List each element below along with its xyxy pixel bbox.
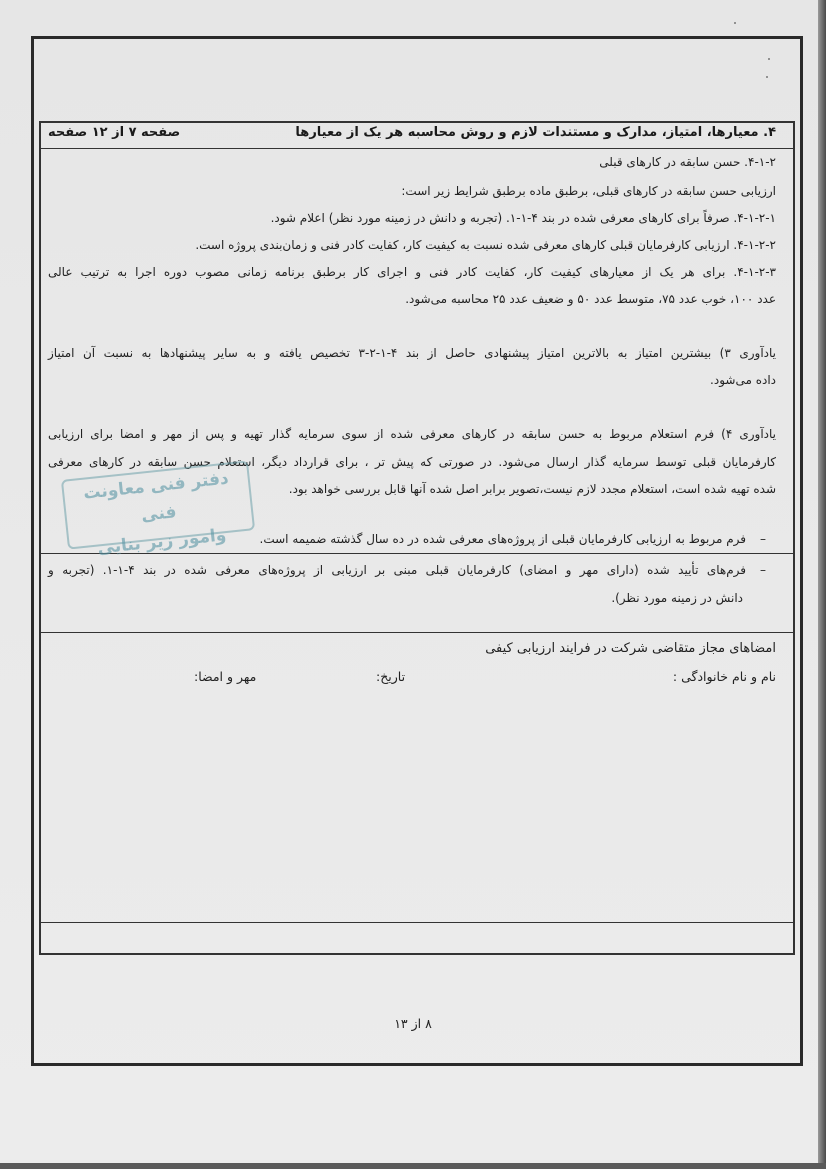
page-info: صفحه ۷ از ۱۲ صفحه bbox=[48, 125, 181, 140]
note-3-line-1: یادآوری ۳) بیشترین امتیاز به بالاترین امتیاز پیشنهادی حاصل از بند ۴-۱-۲-۳ تخصیص یافته و به سایر پیشنهادها به نسبت آن امتیاز bbox=[48, 346, 776, 360]
item-2: ۴-۱-۲-۲. ارزیابی کارفرمایان قبلی کارهای معرفی شده نسبت به کیفیت کار، کفایت کادر فنی و زمان‌بندی پروژه است. bbox=[195, 238, 776, 252]
document-item-2-text: فرم‌های تأیید شده (دارای مهر و امضای) کارفرمایان قبلی مبنی بر ارزیابی از پروژه‌های معرفی شده در بند ۴-۱-۱. (تجربه و bbox=[48, 563, 746, 577]
seal-label: مهر و امضا: bbox=[194, 669, 257, 684]
document-item-1 bbox=[260, 532, 766, 546]
document-item-2-line-2: دانش در زمینه مورد نظر). bbox=[611, 591, 743, 605]
scan-speck bbox=[734, 22, 736, 24]
item-3-line-2: عدد ۱۰۰، خوب عدد ۷۵، متوسط عدد ۵۰ و ضعیف عدد ۲۵ محاسبه می‌شود. bbox=[405, 292, 776, 306]
document-item-1-text: فرم مربوط به ارزیابی کارفرمایان قبلی از پروژه‌های معرفی شده در ده سال گذشته ضمیمه است. bbox=[259, 532, 746, 546]
section-title: ۴. معیارها، امتیاز، مدارک و مستندات لازم و روش محاسبه هر یک از معیارها bbox=[295, 125, 776, 140]
item-3-line-1: ۴-۱-۲-۳. برای هر یک از معیارهای کیفیت کار، کفایت کادر فنی و اجرای کار برطبق برنامه زمانی مصوب دوره اجرا به ترتیب عالی bbox=[48, 265, 776, 279]
signature-divider bbox=[39, 632, 795, 633]
note-4-line-3: شده تهیه شده است، استعلام مجدد لازم نیست،تصویر برابر اصل شده آنها قابل بررسی خواهد بود. bbox=[288, 482, 776, 496]
name-label: نام و نام خانوادگی : bbox=[672, 669, 776, 684]
note-4-line-1: یادآوری ۴) فرم استعلام مربوط به حسن سابقه در کارهای معرفی شده از سوی سرمایه گذار تهیه و پس از مهر و امضا برای ارزیابی bbox=[48, 427, 777, 441]
scan-edge-bottom bbox=[0, 1163, 826, 1169]
bullet-dash: – bbox=[760, 532, 766, 546]
document-item-2-line-1 bbox=[48, 563, 766, 577]
page-number: ۸ از ۱۳ bbox=[394, 1016, 432, 1031]
stamp-line-1: دفتر فنی معاونت فنی bbox=[82, 468, 230, 526]
header-divider bbox=[39, 148, 795, 149]
signature-heading: امضاهای مجاز متقاضی شرکت در فرایند ارزیابی کیفی bbox=[485, 641, 776, 656]
stamp-line-2: وامور زیر بنایی bbox=[96, 525, 228, 559]
intro-text: ارزیابی حسن سابقه در کارهای قبلی، برطبق ماده برطبق شرایط زیر است: bbox=[401, 184, 776, 198]
note-4-line-2: کارفرمایان قبلی توسط سرمایه گذار ارسال می‌شود. در صورتی که پیش تر ، برای قرارداد دیگر، استعلام حسن سابقه در کارهای معرفی bbox=[48, 455, 776, 469]
subsection-heading: ۴-۱-۲. حسن سابقه در کارهای قبلی bbox=[599, 155, 776, 169]
item-1: ۴-۱-۲-۱. صرفاً برای کارهای معرفی شده در بند ۴-۱-۱. (تجربه و دانش در زمینه مورد نظر) اعلام شود. bbox=[270, 211, 776, 225]
scan-edge-right bbox=[818, 0, 826, 1169]
signature-bottom-divider bbox=[39, 922, 795, 923]
bullet-dash: – bbox=[760, 563, 766, 577]
note-3-line-2: داده می‌شود. bbox=[710, 373, 776, 387]
date-label: تاریخ: bbox=[376, 669, 406, 684]
